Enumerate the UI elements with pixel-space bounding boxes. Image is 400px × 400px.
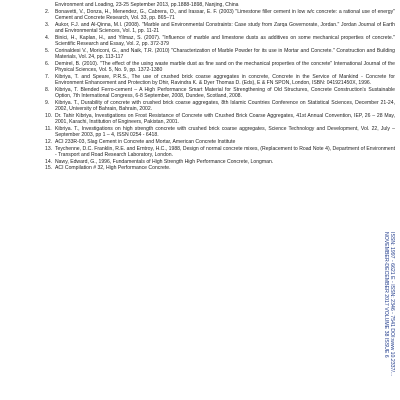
reference-number: 7. [45,73,50,80]
journal-issn-sidebar [382,232,395,376]
reference-text: Dr. Tahir Kibriya, Investigations on Frost Resistance of Concrete with Crushed Brick Coarse Aggregates, 41st Annual Convention, IEP, 26 – 28 May, 2001, Karachi, Institution of Engineers, Pakistan, 2001. [55,112,395,125]
issn-line: ISSN: 1997 - 6621 E - ISSN: 2346 - 7541 DOI:www 10.2337/... [389,232,395,377]
reference-item [45,100,395,112]
reference-item [45,74,395,86]
reference-text: Nawy, Edward, G., 1996, Fundamentals of High Strength High Performance Concrete, Longman. [55,158,274,165]
reference-number: 13. [45,145,53,152]
reference-number: 14. [45,158,53,165]
reference-text: ACI 233R-03, Slag Cement in Concrete and Mortar, American Concrete Institute [55,138,236,145]
reference-item [45,9,395,21]
reference-number: 2. [45,8,50,15]
reference-text: Binici, H., Kaplan, H., and Yilmaz, S. (2007). "Influence of marble and limestone dusts as additives on some mechanical properties of concrete." Scientific Research and Essay, Vol. 2, pp. 372-379 [55,34,395,47]
reference-text: Kibriya, T. and Speare, P.R.S., The use of crushed brick coarse aggregates in concrete, Concrete in the Service of Mankind - Concrete for Environment Enhancement and Protection by Dhir, Ravindra K. & Dyer Thomas D. (Eds), E & FN SPON, London, ISBN: 041921450X, 1996. [55,73,395,86]
reference-item [45,139,395,145]
reference-number: 3. [45,21,50,28]
reference-text: ACI Compilation # 32, High Performance Concrete. [55,165,171,172]
reference-text: Kibriya. T., Durability of concrete with crushed brick coarse aggregates, 8th Islamic Countries Conference on Statistical Sciences, December 21-24, 2002, University of Bahrain, Bahrain, 2002. [55,99,395,112]
reference-text: Kibriya, T. Blended Ferro-cement – A High Performance Smart Material for Strengthening of Old Structures, Concrete Construction's Sustainable Option, 7th International Congress, 6-8 September, 2008, Dundee, Scotland, 2008. [55,86,395,99]
reference-number: 12. [45,138,53,145]
reference-item [45,165,395,171]
reference-text: Environment and Loading, 23-25 September 2013, pp.1888-1898, Nanjing, China [55,2,239,8]
reference-item [45,61,395,73]
issue-date-line: NOVEMBER-DECEMBER 2017 VOLUME 38 ISSUE 6 [382,232,389,358]
reference-number: 11. [45,125,52,132]
reference-item [45,35,395,47]
reference-item [45,87,395,99]
reference-number: 9. [45,99,50,106]
reference-item [45,146,395,158]
reference-text: Aukor, F.J. and Al-Qinna, M.I. (2008). "Marble and Environmental Constraints: Case study from Zarqa Governorate, Jordan." Jordan Journal of Earth and Environmental Sciences, Vol. 1, pp. 11-21 [55,21,395,34]
reference-number: 5. [45,47,50,54]
reference-number: 4. [45,34,50,41]
reference-number: 6. [45,60,50,67]
reference-text: Corinaldesi V., Moriconi, G., and Naik, T.R. (2010) "Characterization of Marble Powder for its use in Mortar and Concrete." Construction and Building Materials, Vol. 24, pp. 113-117 [55,47,395,60]
reference-item [45,48,395,60]
reference-number: 10. [45,112,53,119]
reference-item [45,2,395,8]
reference-item [45,22,395,34]
reference-text: Kibriya. T., Investigations on high strength concrete with crushed brick coarse aggregates, Science Technology and Development, Vol. 22, July – September 2003, pp 1 – 4, ISSN 0254 - 6418. [55,125,395,138]
reference-text: Bonavetti, V., Donza, H., Menendez, G., Cabrera, O., and Irassar, E. F. (2003) "Limestone filler cement in low w/c concrete: a rational use of energy" Cement and Concrete Research, Vol. 33, pp. 865–71 [55,8,395,21]
reference-text: Demirel, B. (2010). "The effect of the using waste marble dust as fine sand on the mechanical properties of the concrete" International Journal of the Physical Sciences, Vol. 5, No. 9, pp. 1372-1380 [55,60,395,73]
reference-text: Teychenne, D.C. Franklin, R.E. and Erntroy, H.C., 1988, Design of normal concrete mixes, (Replacement to Road Note 4), Department of Environment - Transport and Road Research Laboratory, London. [55,145,395,158]
reference-item [45,159,395,165]
reference-number: 8. [45,86,50,93]
reference-item [45,113,395,125]
reference-number: 15. [45,165,53,172]
reference-list [45,2,395,172]
reference-item [45,126,395,138]
